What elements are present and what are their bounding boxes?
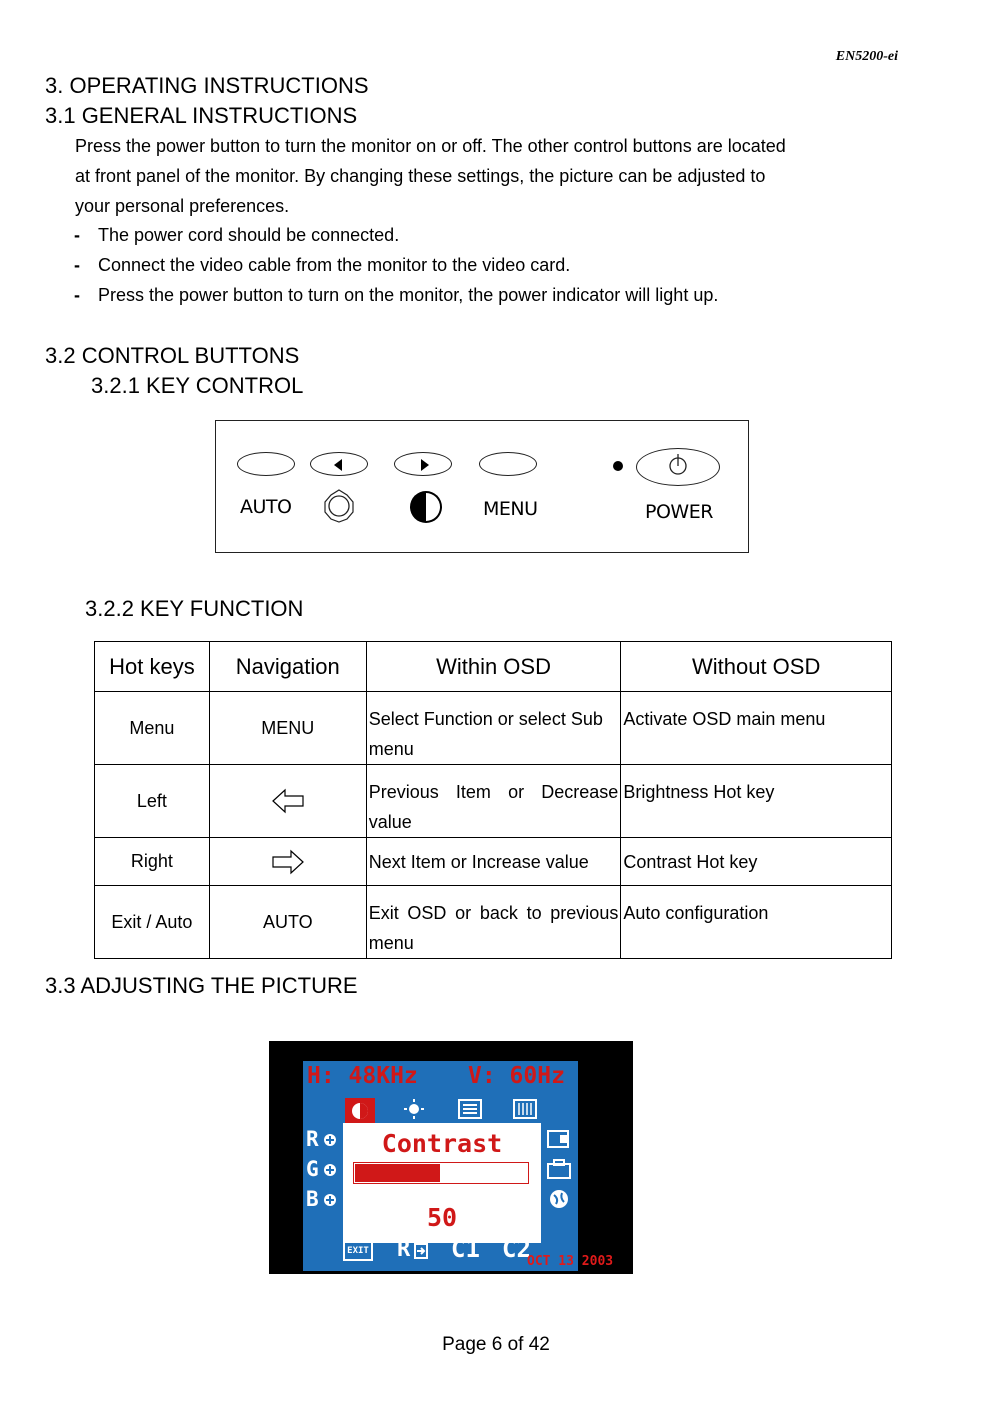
osd-g-plus-icon bbox=[323, 1163, 337, 1177]
within-osd-cell: Previous Item or Decrease value bbox=[366, 765, 621, 838]
bullet-item bbox=[74, 285, 719, 306]
osd-item-title: Contrast bbox=[381, 1129, 503, 1158]
section-3-2-1-title: 3.2.1 KEY CONTROL bbox=[91, 373, 304, 398]
key-function-table bbox=[94, 641, 892, 959]
within-osd-cell: Select Function or select Sub menu bbox=[366, 692, 621, 765]
header-without-osd: Without OSD bbox=[621, 642, 892, 692]
bullet-item bbox=[74, 255, 571, 276]
hot-key-cell: Exit / Auto bbox=[95, 886, 210, 959]
power-button bbox=[636, 448, 720, 486]
osd-panel bbox=[303, 1061, 578, 1271]
osd-language-icon bbox=[547, 1189, 571, 1209]
contrast-icon bbox=[406, 487, 446, 527]
without-osd-cell: Auto configuration bbox=[621, 886, 892, 959]
osd-size-tab-icon bbox=[513, 1099, 537, 1119]
osd-v-frequency: V: 60Hz bbox=[468, 1063, 565, 1089]
power-label: POWER bbox=[645, 501, 713, 523]
without-osd-cell: Activate OSD main menu bbox=[621, 692, 892, 765]
osd-position-tab-icon bbox=[458, 1099, 482, 1119]
intro-line-3: your personal preferences. bbox=[75, 196, 290, 216]
bullet-mark: - bbox=[74, 225, 80, 245]
table-row bbox=[95, 765, 892, 838]
table-row bbox=[95, 838, 892, 886]
osd-level-fill bbox=[355, 1164, 440, 1182]
osd-value: 50 bbox=[426, 1203, 458, 1232]
table-row bbox=[95, 692, 892, 765]
bullet-mark: - bbox=[74, 255, 80, 275]
header-within-osd: Within OSD bbox=[366, 642, 621, 692]
auto-label: AUTO bbox=[240, 496, 292, 518]
table-header-row bbox=[95, 642, 892, 692]
osd-exit-icon: EXIT bbox=[343, 1241, 373, 1261]
osd-r-plus-icon bbox=[323, 1133, 337, 1147]
menu-button bbox=[479, 452, 537, 476]
osd-input-icon bbox=[547, 1129, 571, 1149]
bullet-text: The power cord should be connected. bbox=[98, 225, 400, 245]
osd-r-label: R bbox=[306, 1127, 319, 1151]
osd-c1-label: C1 bbox=[451, 1235, 480, 1263]
bullet-text: Press the power button to turn on the monitor, the power indicator will light up. bbox=[98, 285, 719, 305]
table-row bbox=[95, 886, 892, 959]
auto-button bbox=[237, 452, 295, 476]
osd-brightness-tab-icon bbox=[402, 1099, 426, 1119]
osd-g-label: G bbox=[306, 1157, 319, 1181]
brightness-icon bbox=[321, 487, 357, 525]
left-arrow-icon bbox=[271, 787, 305, 815]
osd-screenshot bbox=[269, 1041, 633, 1274]
without-osd-cell: Brightness Hot key bbox=[621, 765, 892, 838]
hot-key-cell: Left bbox=[95, 765, 210, 838]
section-3-3-title: 3.3 ADJUSTING THE PICTURE bbox=[45, 973, 358, 998]
document-id: EN5200-ei bbox=[835, 49, 898, 64]
section-3-1-title: 3.1 GENERAL INSTRUCTIONS bbox=[45, 103, 358, 128]
navigation-cell bbox=[209, 765, 366, 838]
intro-line-1: Press the power button to turn the monitor on or off. The other control buttons are located bbox=[75, 136, 786, 156]
right-button bbox=[394, 452, 452, 476]
navigation-cell: MENU bbox=[209, 692, 366, 765]
right-arrow-icon bbox=[395, 453, 453, 477]
osd-tools-icon bbox=[547, 1159, 571, 1179]
intro-line-2: at front panel of the monitor. By changing these settings, the picture can be adjusted to bbox=[75, 166, 766, 186]
osd-b-plus-icon bbox=[323, 1193, 337, 1207]
bullet-mark: - bbox=[74, 285, 80, 305]
left-button bbox=[310, 452, 368, 476]
within-osd-cell: Next Item or Increase value bbox=[366, 838, 621, 886]
page-number: Page 6 of 42 bbox=[442, 1334, 550, 1355]
osd-level-bar bbox=[353, 1162, 529, 1184]
header-hot-keys: Hot keys bbox=[95, 642, 210, 692]
osd-h-frequency: H: 48KHz bbox=[307, 1063, 418, 1089]
osd-date-stamp: OCT 13 2003 bbox=[527, 1254, 614, 1269]
bullet-text: Connect the video cable from the monitor to the video card. bbox=[98, 255, 571, 275]
within-osd-cell: Exit OSD or back to previous menu bbox=[366, 886, 621, 959]
key-control-panel bbox=[215, 420, 749, 553]
navigation-cell bbox=[209, 838, 366, 886]
section-3-2-title: 3.2 CONTROL BUTTONS bbox=[45, 343, 300, 368]
without-osd-cell: Contrast Hot key bbox=[621, 838, 892, 886]
header-navigation: Navigation bbox=[209, 642, 366, 692]
osd-b-label: B bbox=[306, 1187, 319, 1211]
hot-key-cell: Right bbox=[95, 838, 210, 886]
osd-recall-icon bbox=[414, 1243, 428, 1259]
hot-key-cell: Menu bbox=[95, 692, 210, 765]
power-icon bbox=[636, 448, 720, 486]
left-arrow-icon bbox=[311, 453, 369, 477]
navigation-cell: AUTO bbox=[209, 886, 366, 959]
power-indicator-icon bbox=[613, 461, 623, 471]
osd-c2-label: C2 bbox=[502, 1235, 531, 1263]
right-arrow-icon bbox=[271, 848, 305, 876]
osd-recall-label: R bbox=[397, 1237, 411, 1262]
section-3-title: 3. OPERATING INSTRUCTIONS bbox=[45, 73, 369, 98]
section-3-2-2-title: 3.2.2 KEY FUNCTION bbox=[85, 596, 304, 621]
osd-contrast-tab-icon bbox=[345, 1098, 375, 1124]
menu-label: MENU bbox=[483, 498, 538, 520]
bullet-item bbox=[74, 225, 400, 246]
osd-content-area bbox=[343, 1123, 541, 1243]
